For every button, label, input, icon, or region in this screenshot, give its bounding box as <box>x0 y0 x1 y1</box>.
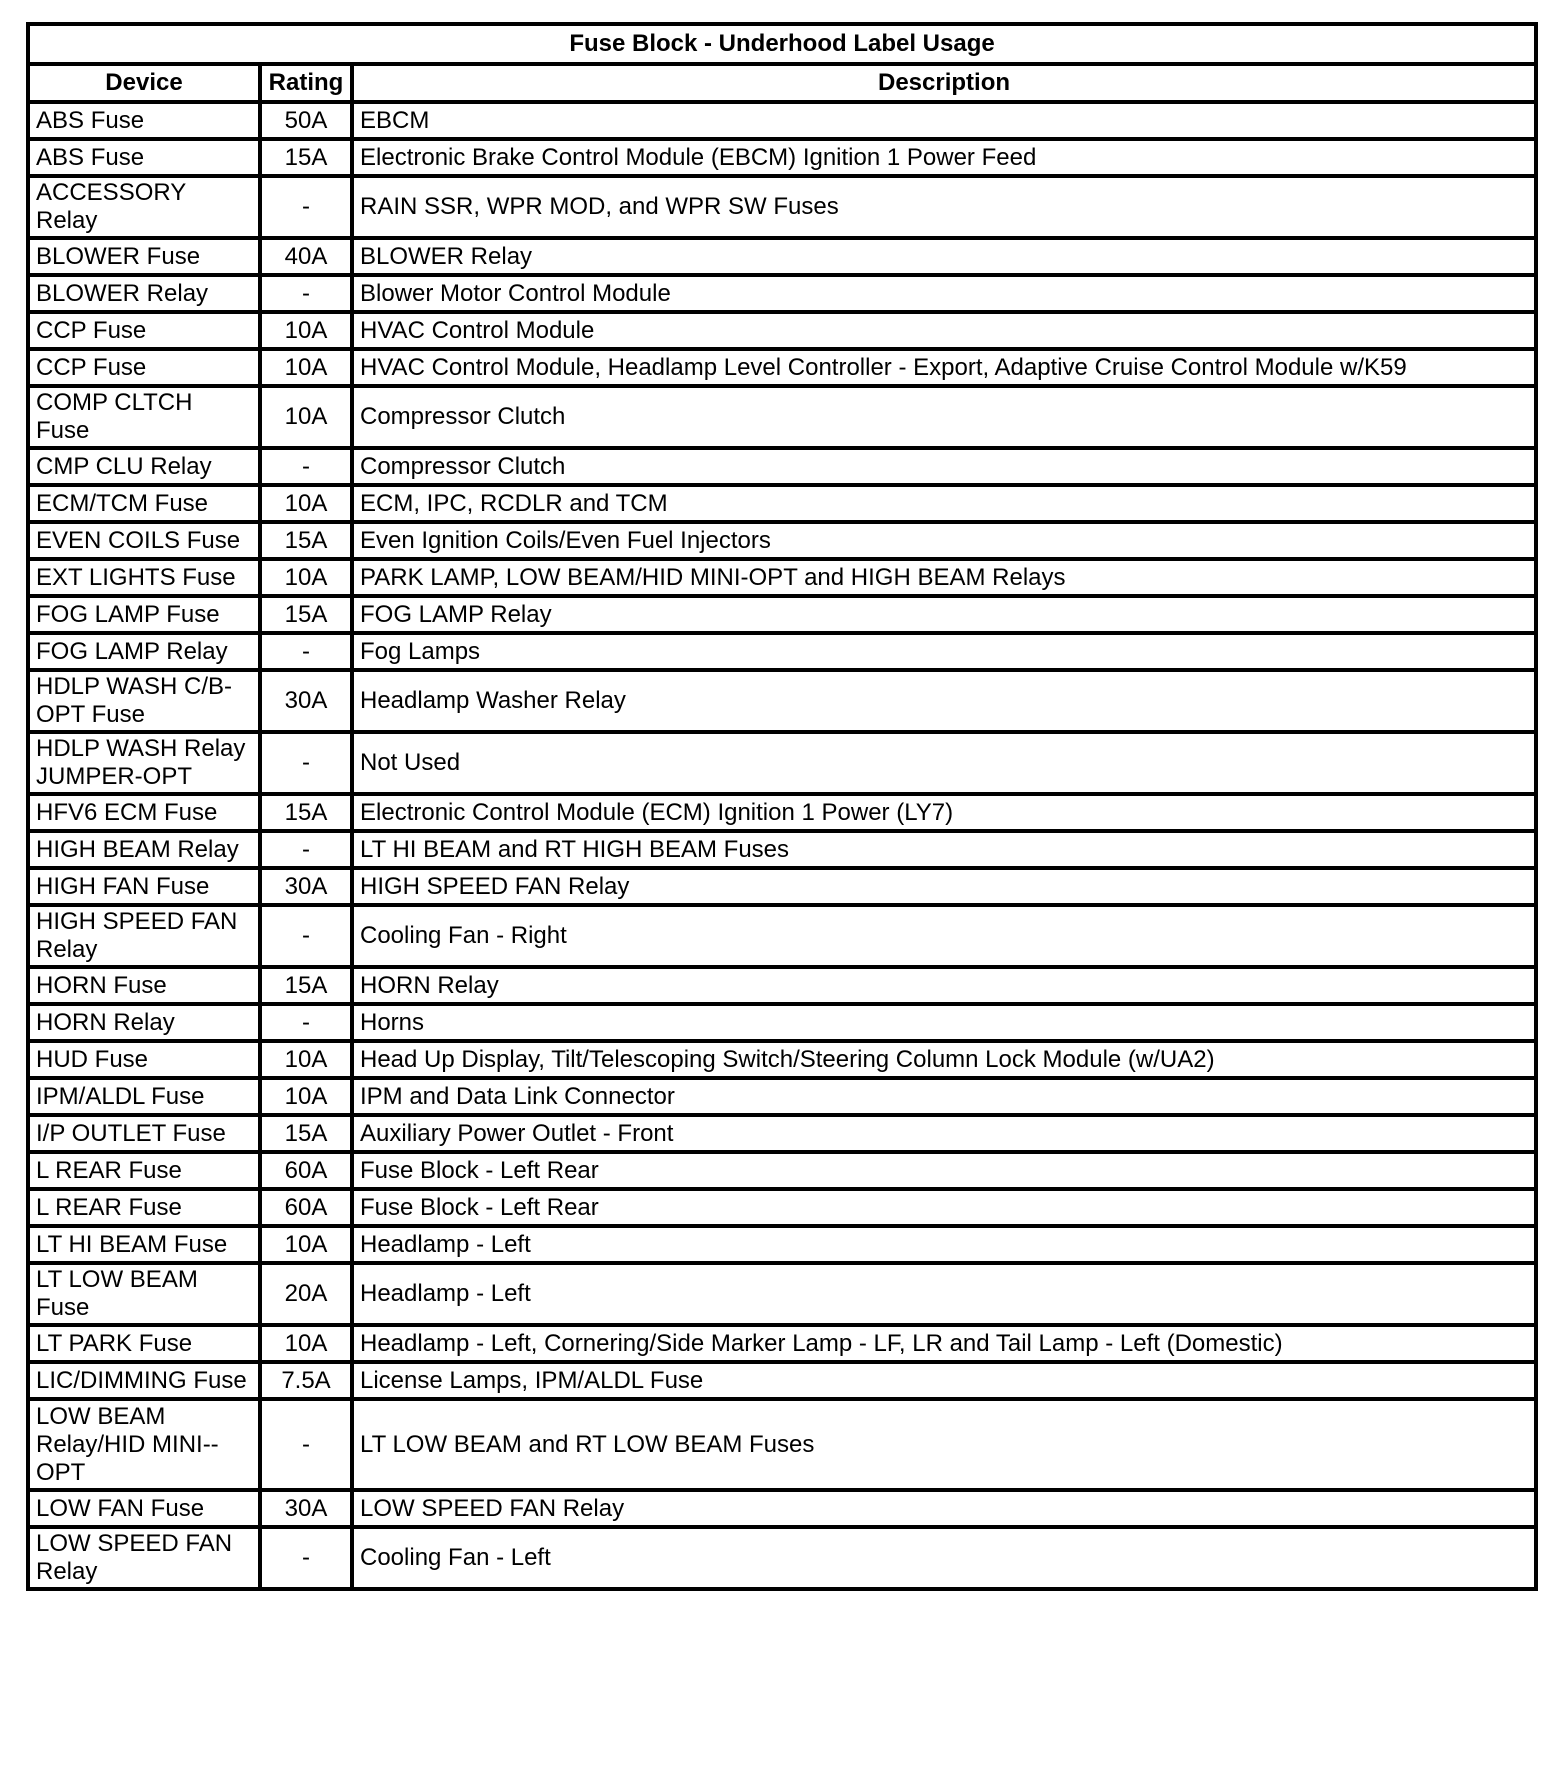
description-cell: Compressor Clutch <box>352 448 1536 485</box>
device-cell: ABS Fuse <box>28 139 260 176</box>
table-row <box>28 1527 1536 1589</box>
description-cell: Headlamp Washer Relay <box>352 670 1536 732</box>
device-cell: EXT LIGHTS Fuse <box>28 559 260 596</box>
description-cell: IPM and Data Link Connector <box>352 1078 1536 1115</box>
table-row <box>28 794 1536 831</box>
description-cell: Fuse Block - Left Rear <box>352 1189 1536 1226</box>
rating-cell: - <box>260 1527 352 1589</box>
table-row <box>28 732 1536 794</box>
device-cell: BLOWER Fuse <box>28 238 260 275</box>
device-cell: HIGH SPEED FAN Relay <box>28 905 260 967</box>
description-cell: HORN Relay <box>352 967 1536 1004</box>
header-device: Device <box>28 64 260 102</box>
rating-cell: 15A <box>260 1115 352 1152</box>
rating-cell: - <box>260 732 352 794</box>
device-cell: LT PARK Fuse <box>28 1325 260 1362</box>
device-cell: I/P OUTLET Fuse <box>28 1115 260 1152</box>
device-cell: LT LOW BEAM Fuse <box>28 1263 260 1325</box>
table-row <box>28 596 1536 633</box>
description-cell: Horns <box>352 1004 1536 1041</box>
table-row <box>28 1189 1536 1226</box>
description-cell: Blower Motor Control Module <box>352 275 1536 312</box>
rating-cell: 10A <box>260 349 352 386</box>
device-cell: HORN Relay <box>28 1004 260 1041</box>
rating-cell: - <box>260 176 352 238</box>
table-row <box>28 485 1536 522</box>
rating-cell: - <box>260 831 352 868</box>
description-cell: Head Up Display, Tilt/Telescoping Switch/Steering Column Lock Module (w/UA2) <box>352 1041 1536 1078</box>
description-cell: ECM, IPC, RCDLR and TCM <box>352 485 1536 522</box>
rating-cell: 10A <box>260 1078 352 1115</box>
rating-cell: - <box>260 448 352 485</box>
table-row <box>28 868 1536 905</box>
table-row <box>28 386 1536 448</box>
rating-cell: 40A <box>260 238 352 275</box>
description-cell: Fog Lamps <box>352 633 1536 670</box>
table-row <box>28 448 1536 485</box>
table-row <box>28 1362 1536 1399</box>
description-cell: Compressor Clutch <box>352 386 1536 448</box>
header-rating: Rating <box>260 64 352 102</box>
rating-cell: 30A <box>260 1490 352 1527</box>
device-cell: BLOWER Relay <box>28 275 260 312</box>
device-cell: CCP Fuse <box>28 312 260 349</box>
table-row <box>28 1325 1536 1362</box>
table-row <box>28 1263 1536 1325</box>
device-cell: FOG LAMP Fuse <box>28 596 260 633</box>
rating-cell: - <box>260 275 352 312</box>
rating-cell: 10A <box>260 386 352 448</box>
rating-cell: 15A <box>260 139 352 176</box>
table-row <box>28 1152 1536 1189</box>
device-cell: IPM/ALDL Fuse <box>28 1078 260 1115</box>
rating-cell: 10A <box>260 485 352 522</box>
table-row <box>28 1399 1536 1490</box>
table-row <box>28 1226 1536 1263</box>
rating-cell: 15A <box>260 967 352 1004</box>
rating-cell: 10A <box>260 312 352 349</box>
description-cell: HVAC Control Module, Headlamp Level Controller - Export, Adaptive Cruise Control Module w/K59 <box>352 349 1536 386</box>
description-cell: LT LOW BEAM and RT LOW BEAM Fuses <box>352 1399 1536 1490</box>
table-row <box>28 176 1536 238</box>
description-cell: LOW SPEED FAN Relay <box>352 1490 1536 1527</box>
device-cell: HDLP WASH Relay JUMPER-OPT <box>28 732 260 794</box>
rating-cell: 15A <box>260 596 352 633</box>
table-row <box>28 275 1536 312</box>
device-cell: HFV6 ECM Fuse <box>28 794 260 831</box>
device-cell: EVEN COILS Fuse <box>28 522 260 559</box>
device-cell: LIC/DIMMING Fuse <box>28 1362 260 1399</box>
table-row <box>28 312 1536 349</box>
rating-cell: 60A <box>260 1152 352 1189</box>
table-row <box>28 1004 1536 1041</box>
rating-cell: 7.5A <box>260 1362 352 1399</box>
device-cell: L REAR Fuse <box>28 1189 260 1226</box>
description-cell: BLOWER Relay <box>352 238 1536 275</box>
description-cell: Cooling Fan - Right <box>352 905 1536 967</box>
description-cell: Electronic Brake Control Module (EBCM) Ignition 1 Power Feed <box>352 139 1536 176</box>
header-description: Description <box>352 64 1536 102</box>
device-cell: HORN Fuse <box>28 967 260 1004</box>
rating-cell: 20A <box>260 1263 352 1325</box>
table-row <box>28 559 1536 596</box>
rating-cell: 30A <box>260 868 352 905</box>
table-row <box>28 1115 1536 1152</box>
table-row <box>28 633 1536 670</box>
rating-cell: 30A <box>260 670 352 732</box>
rating-cell: 10A <box>260 1226 352 1263</box>
device-cell: CMP CLU Relay <box>28 448 260 485</box>
description-cell: HIGH SPEED FAN Relay <box>352 868 1536 905</box>
device-cell: HIGH FAN Fuse <box>28 868 260 905</box>
description-cell: Auxiliary Power Outlet - Front <box>352 1115 1536 1152</box>
rating-cell: 15A <box>260 794 352 831</box>
table-row <box>28 670 1536 732</box>
description-cell: Headlamp - Left <box>352 1263 1536 1325</box>
table-title: Fuse Block - Underhood Label Usage <box>28 24 1536 64</box>
rating-cell: 10A <box>260 1041 352 1078</box>
rating-cell: 50A <box>260 102 352 139</box>
description-cell: RAIN SSR, WPR MOD, and WPR SW Fuses <box>352 176 1536 238</box>
description-cell: Headlamp - Left <box>352 1226 1536 1263</box>
device-cell: CCP Fuse <box>28 349 260 386</box>
device-cell: L REAR Fuse <box>28 1152 260 1189</box>
rating-cell: 10A <box>260 1325 352 1362</box>
fuse-table <box>26 22 1538 1591</box>
device-cell: ECM/TCM Fuse <box>28 485 260 522</box>
device-cell: HDLP WASH C/B-OPT Fuse <box>28 670 260 732</box>
description-cell: EBCM <box>352 102 1536 139</box>
table-row <box>28 905 1536 967</box>
table-row <box>28 102 1536 139</box>
description-cell: Electronic Control Module (ECM) Ignition 1 Power (LY7) <box>352 794 1536 831</box>
description-cell: Fuse Block - Left Rear <box>352 1152 1536 1189</box>
device-cell: HIGH BEAM Relay <box>28 831 260 868</box>
description-cell: HVAC Control Module <box>352 312 1536 349</box>
table-row <box>28 139 1536 176</box>
rating-cell: - <box>260 633 352 670</box>
table-row <box>28 1490 1536 1527</box>
description-cell: PARK LAMP, LOW BEAM/HID MINI-OPT and HIGH BEAM Relays <box>352 559 1536 596</box>
device-cell: COMP CLTCH Fuse <box>28 386 260 448</box>
description-cell: License Lamps, IPM/ALDL Fuse <box>352 1362 1536 1399</box>
table-row <box>28 349 1536 386</box>
description-cell: Headlamp - Left, Cornering/Side Marker Lamp - LF, LR and Tail Lamp - Left (Domestic) <box>352 1325 1536 1362</box>
device-cell: HUD Fuse <box>28 1041 260 1078</box>
description-cell: Even Ignition Coils/Even Fuel Injectors <box>352 522 1536 559</box>
device-cell: LT HI BEAM Fuse <box>28 1226 260 1263</box>
device-cell: LOW FAN Fuse <box>28 1490 260 1527</box>
rating-cell: 10A <box>260 559 352 596</box>
description-cell: FOG LAMP Relay <box>352 596 1536 633</box>
table-row <box>28 831 1536 868</box>
description-cell: LT HI BEAM and RT HIGH BEAM Fuses <box>352 831 1536 868</box>
table-row <box>28 1078 1536 1115</box>
rating-cell: - <box>260 1399 352 1490</box>
table-body <box>28 102 1536 1589</box>
rating-cell: 15A <box>260 522 352 559</box>
rating-cell: - <box>260 1004 352 1041</box>
rating-cell: - <box>260 905 352 967</box>
table-row <box>28 967 1536 1004</box>
device-cell: ABS Fuse <box>28 102 260 139</box>
device-cell: LOW BEAM Relay/HID MINI--OPT <box>28 1399 260 1490</box>
rating-cell: 60A <box>260 1189 352 1226</box>
description-cell: Cooling Fan - Left <box>352 1527 1536 1589</box>
device-cell: LOW SPEED FAN Relay <box>28 1527 260 1589</box>
table-row <box>28 238 1536 275</box>
table-row <box>28 1041 1536 1078</box>
device-cell: ACCESSORY Relay <box>28 176 260 238</box>
description-cell: Not Used <box>352 732 1536 794</box>
device-cell: FOG LAMP Relay <box>28 633 260 670</box>
table-row <box>28 522 1536 559</box>
